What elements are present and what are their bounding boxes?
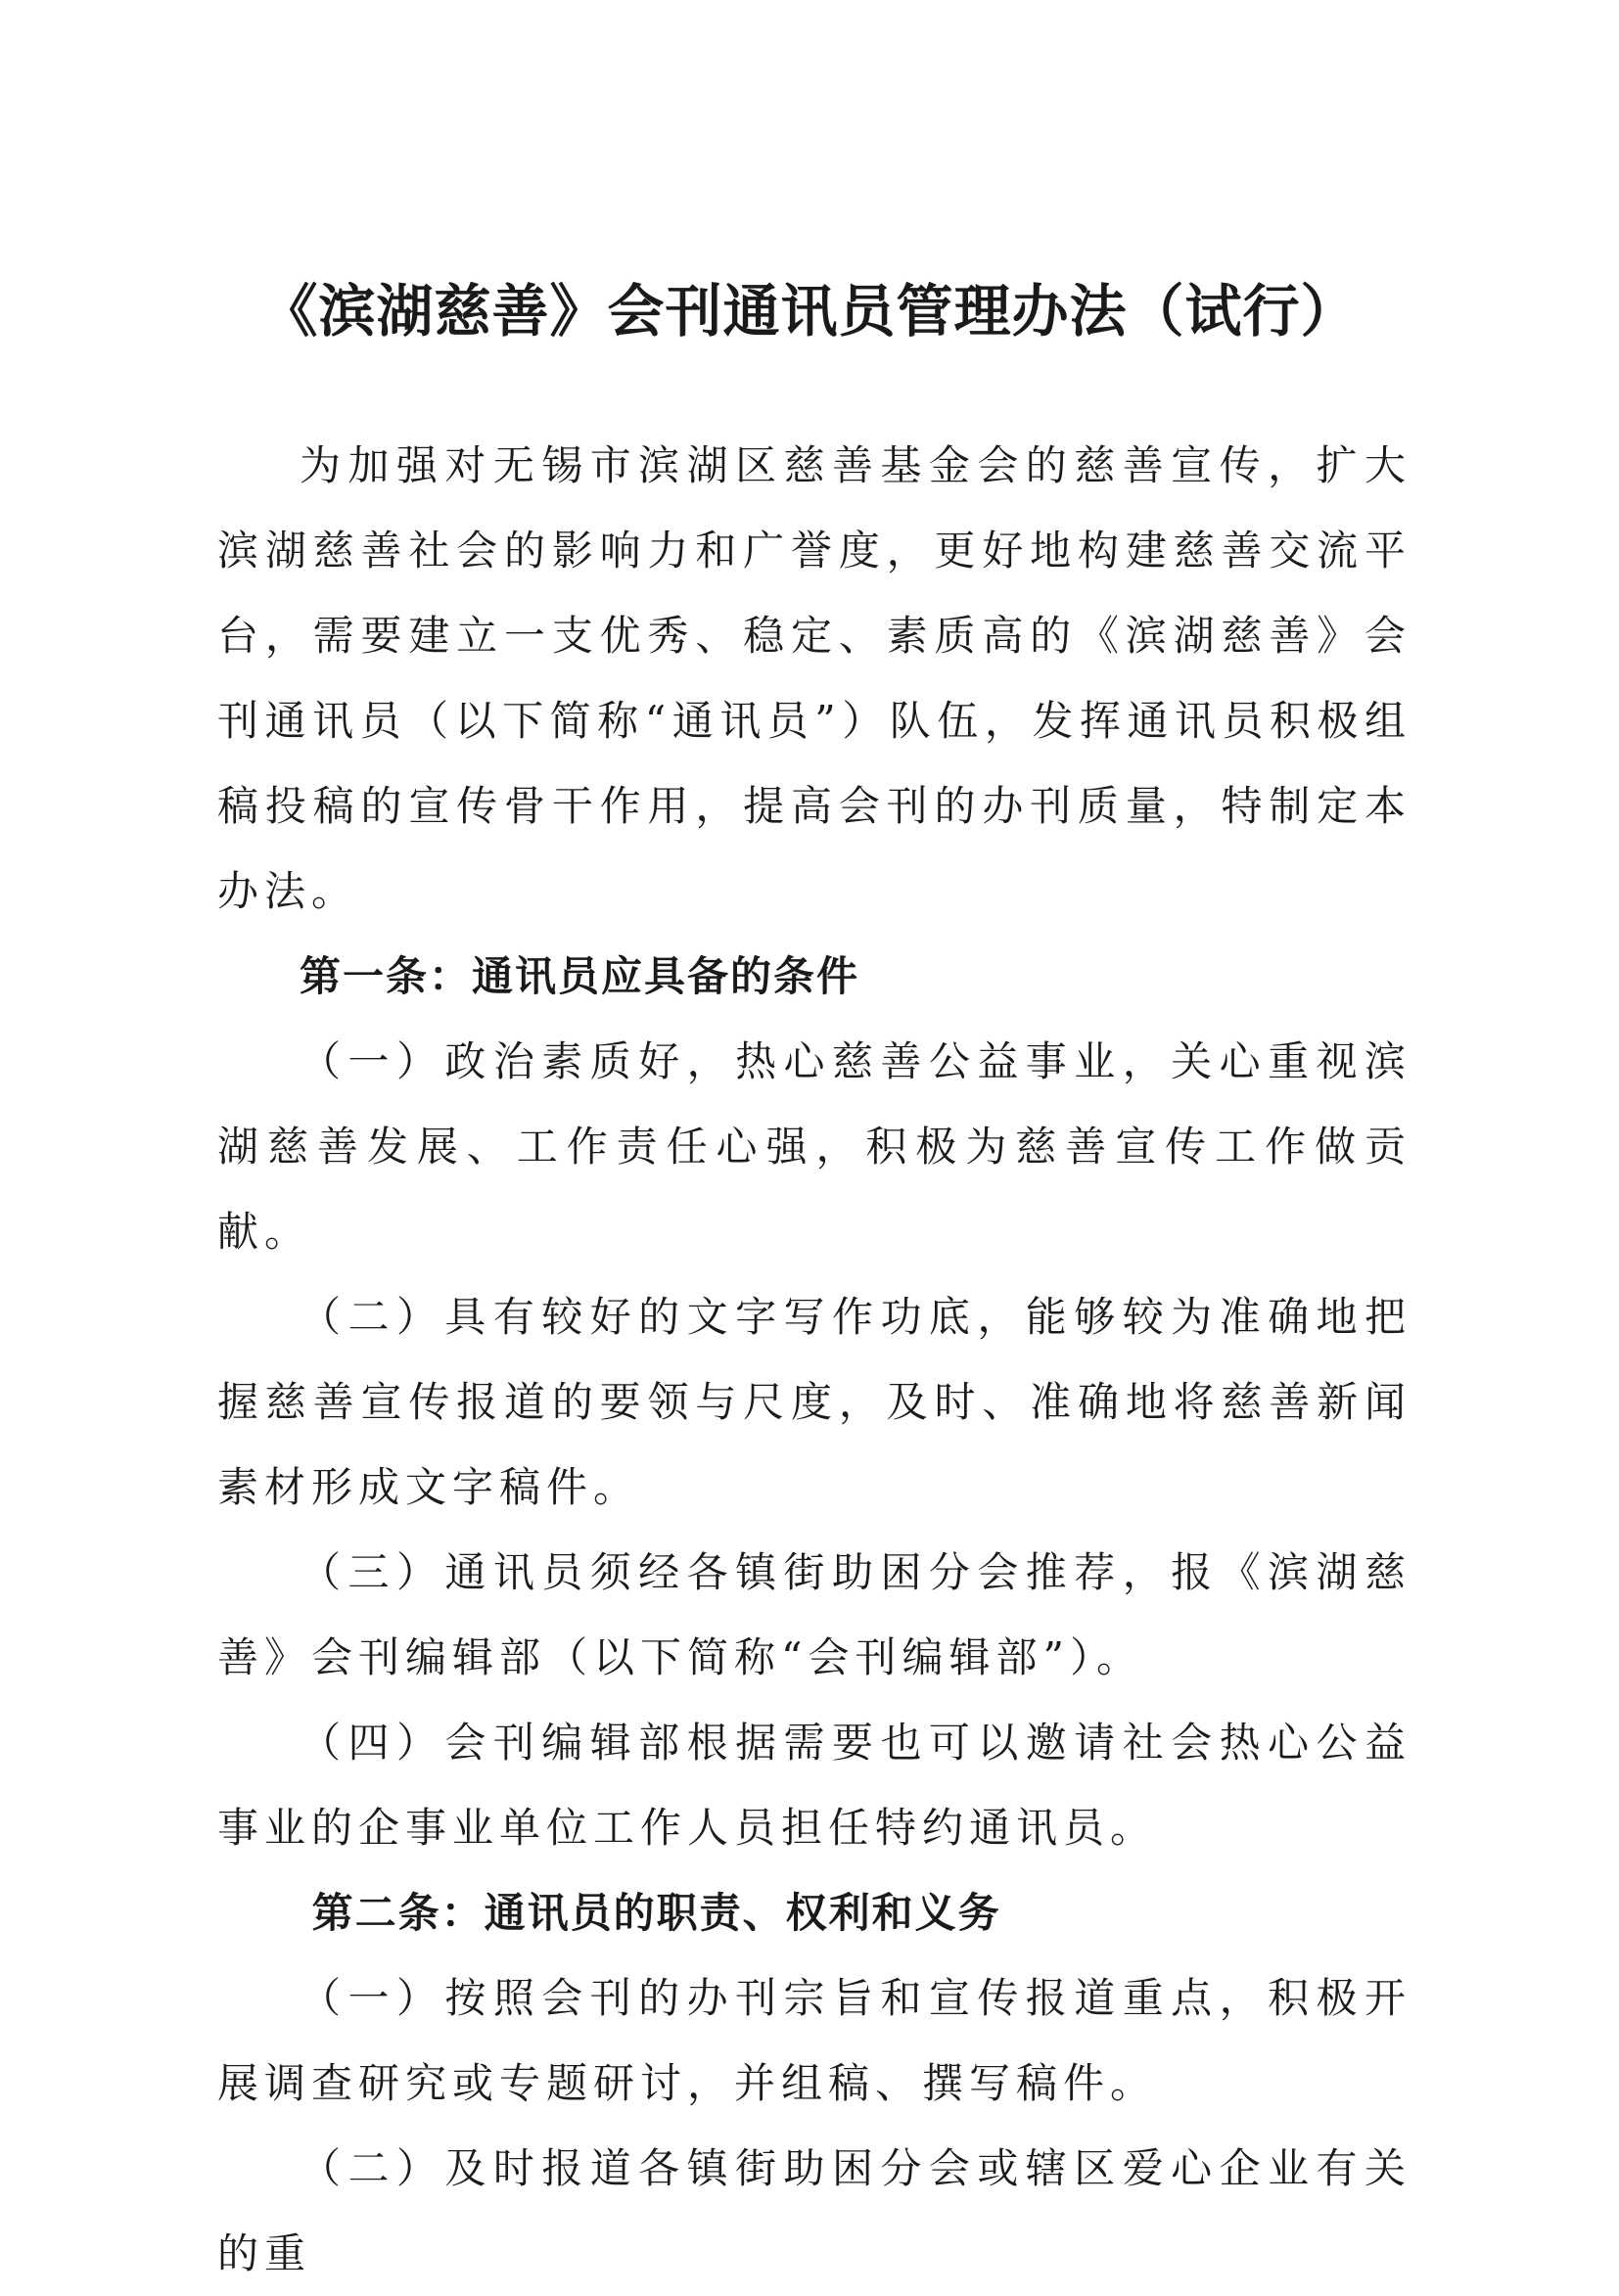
section-1-item-1: （一）政治素质好，热心慈善公益事业，关心重视滨湖慈善发展、工作责任心强，积极为慈善宣传工作做贡献。: [217, 1037, 1411, 1256]
section-1-item-2: （二）具有较好的文字写作功底，能够较为准确地把握慈善宣传报道的要领与尺度，及时、准确地将慈善新闻素材形成文字稿件。: [217, 1293, 1411, 1511]
section-2-heading: 第二条：通讯员的职责、权利和义务: [311, 1889, 1001, 1937]
section-2-item-1: （一）按照会刊的办刊宗旨和宣传报道重点，积极开展调查研究或专题研讨，并组稿、撰写稿件。: [217, 1974, 1411, 2107]
section-1-item-4: （四）会刊编辑部根据需要也可以邀请社会热心公益事业的企事业单位工作人员担任特约通讯员。: [217, 1719, 1411, 1852]
intro-paragraph: 为加强对无锡市滨湖区慈善基金会的慈善宣传，扩大滨湖慈善社会的影响力和广誉度，更好地构建慈善交流平台，需要建立一支优秀、稳定、素质高的《滨湖慈善》会刊通讯员（以下简称“通讯员”）队伍，发挥通讯员积极组稿投稿的宣传骨干作用，提高会刊的办刊质量，特制定本办法。: [217, 441, 1411, 915]
section-1-heading: 第一条：通讯员应具备的条件: [300, 952, 860, 1000]
document-body: [217, 423, 1411, 2296]
document-title: 《滨湖慈善》会刊通讯员管理办法（试行）: [260, 278, 1359, 344]
section-1-item-3: （三）通讯员须经各镇街助困分会推荐，报《滨湖慈善》会刊编辑部（以下简称“会刊编辑部”）。: [217, 1548, 1411, 1681]
section-2-item-2: （二）及时报道各镇街助困分会或辖区爱心企业有关的重: [217, 2144, 1411, 2277]
